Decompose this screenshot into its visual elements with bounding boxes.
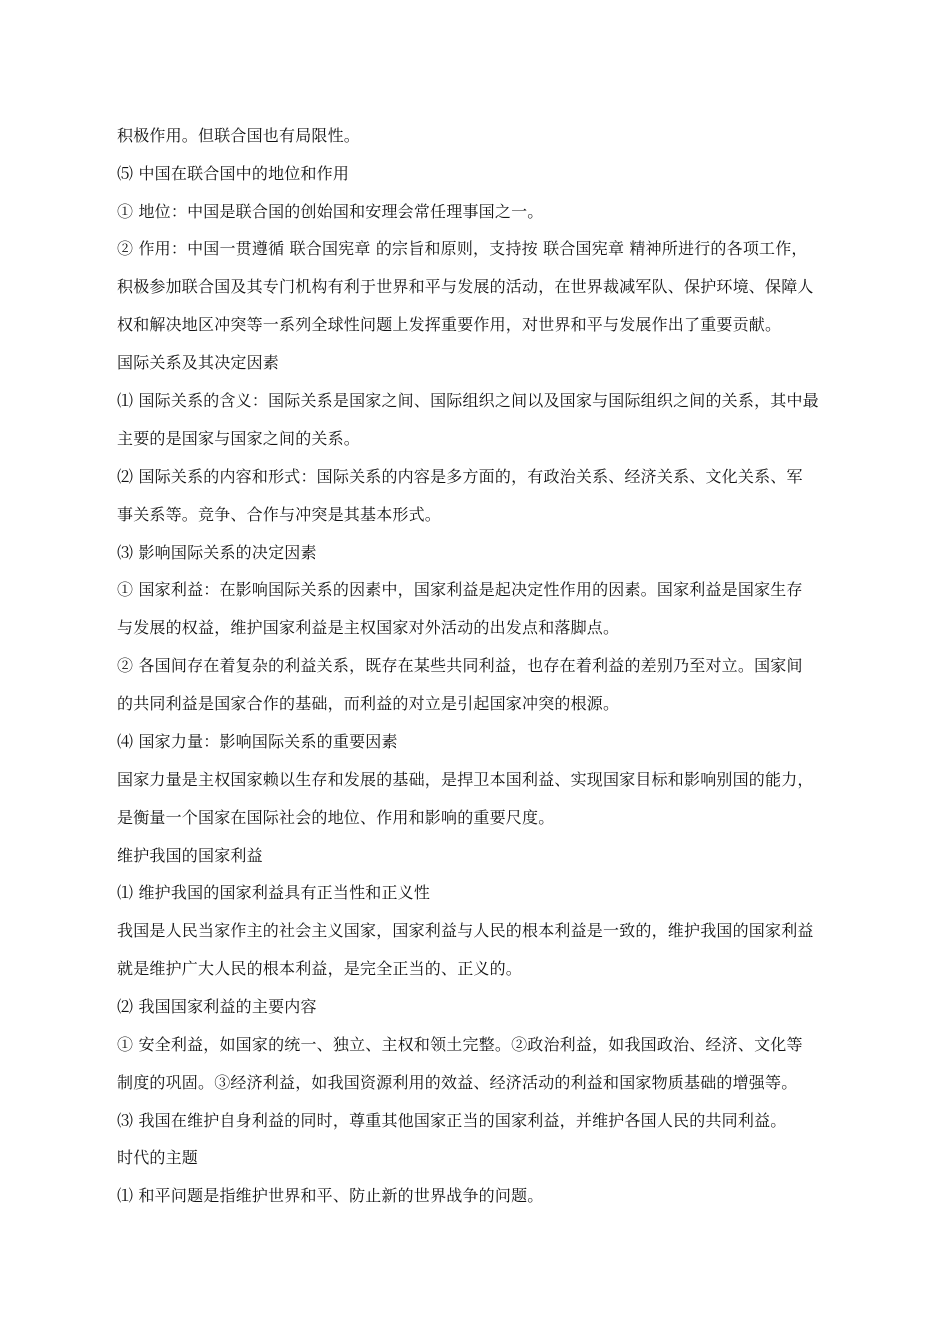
- section-heading: 维护我国的国家利益: [117, 846, 263, 865]
- text-line: ② 作用：中国一贯遵循 联合国宪章 的宗旨和原则，支持按 联合国宪章 精神所进行的各项工作，: [117, 239, 808, 258]
- text-line: ① 地位：中国是联合国的创始国和安理会常任理事国之一。: [117, 202, 544, 221]
- text-line: 制度的巩固。③经济利益，如我国资源利用的效益、经济活动的利益和国家物质基础的增强等。: [117, 1073, 798, 1092]
- text-line: 权和解决地区冲突等一系列全球性问题上发挥重要作用，对世界和平与发展作出了重要贡献。: [117, 315, 782, 334]
- text-line: 的共同利益是国家合作的基础，而利益的对立是引起国家冲突的根源。: [117, 694, 620, 713]
- text-line: ⑶ 影响国际关系的决定因素: [117, 543, 317, 562]
- section-heading: 国际关系及其决定因素: [117, 353, 280, 372]
- text-line: 与发展的权益，维护国家利益是主权国家对外活动的出发点和落脚点。: [117, 618, 620, 637]
- text-line: 我国是人民当家作主的社会主义国家，国家利益与人民的根本利益是一致的，维护我国的国家利益: [117, 921, 814, 940]
- text-line: ② 各国间存在着复杂的利益关系，既存在某些共同利益，也存在着利益的差别乃至对立。国家间: [117, 656, 803, 675]
- text-line: 积极作用。但联合国也有局限性。: [117, 126, 361, 145]
- text-line: 主要的是国家与国家之间的关系。: [117, 429, 361, 448]
- text-line: ⑵ 我国国家利益的主要内容: [117, 997, 317, 1016]
- text-line: ⑶ 我国在维护自身利益的同时，尊重其他国家正当的国家利益，并维护各国人民的共同利益。: [117, 1111, 787, 1130]
- section-heading: 时代的主题: [117, 1148, 199, 1167]
- text-line: ⑴ 和平问题是指维护世界和平、防止新的世界战争的问题。: [117, 1186, 544, 1205]
- text-line: ⑴ 维护我国的国家利益具有正当性和正义性: [117, 883, 431, 902]
- text-line: ⑴ 国际关系的含义：国际关系是国家之间、国际组织之间以及国家与国际组织之间的关系，其中最: [117, 391, 819, 410]
- text-line: ⑸ 中国在联合国中的地位和作用: [117, 164, 350, 183]
- text-line: 国家力量是主权国家赖以生存和发展的基础，是捍卫本国利益、实现国家目标和影响别国的能力，: [117, 770, 814, 789]
- text-line: 积极参加联合国及其专门机构有利于世界和平与发展的活动，在世界裁减军队、保护环境、保障人: [117, 277, 814, 296]
- text-line: ① 国家利益：在影响国际关系的因素中，国家利益是起决定性作用的因素。国家利益是国家生存: [117, 580, 803, 599]
- text-line: 事关系等。竞争、合作与冲突是其基本形式。: [117, 505, 442, 524]
- text-line: ① 安全利益，如国家的统一、独立、主权和领土完整。②政治利益，如我国政治、经济、文化等: [117, 1035, 803, 1054]
- text-line: ⑷ 国家力量：影响国际关系的重要因素: [117, 732, 398, 751]
- text-line: 是衡量一个国家在国际社会的地位、作用和影响的重要尺度。: [117, 808, 555, 827]
- text-line: 就是维护广大人民的根本利益，是完全正当的、正义的。: [117, 959, 523, 978]
- text-line: ⑵ 国际关系的内容和形式：国际关系的内容是多方面的，有政治关系、经济关系、文化关系、军: [117, 467, 803, 486]
